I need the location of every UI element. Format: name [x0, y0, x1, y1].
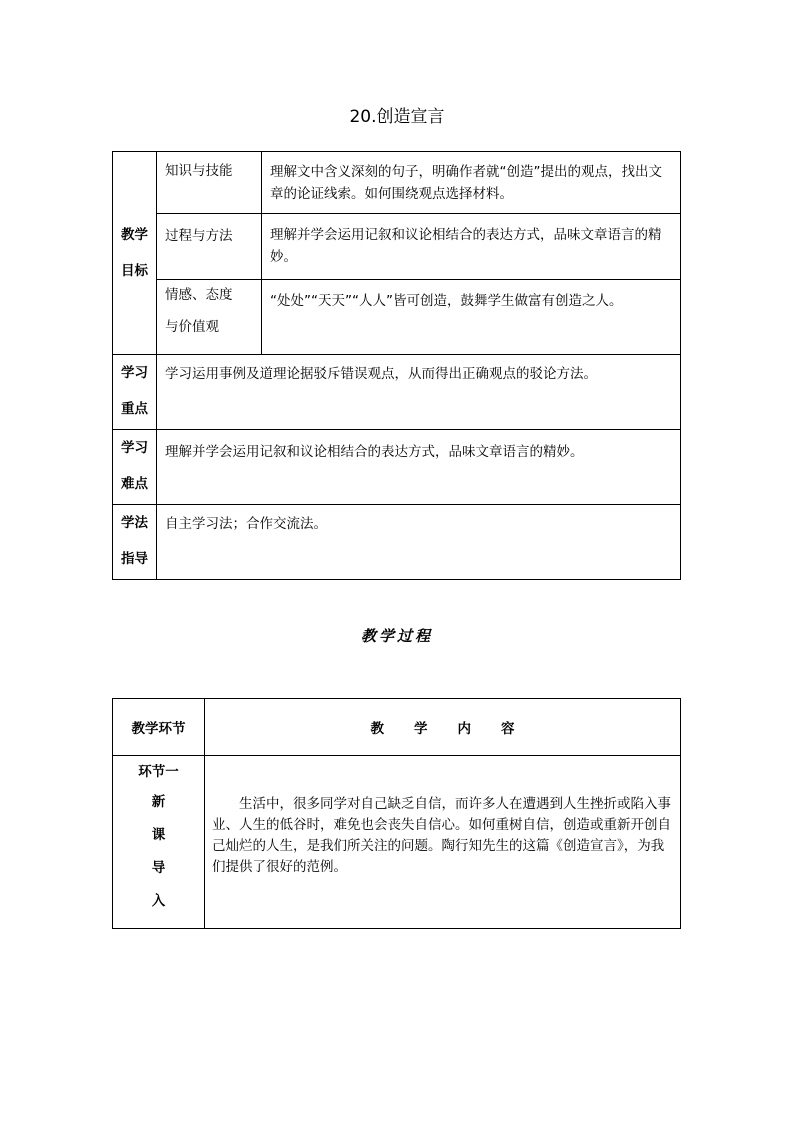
- objective-sub-emotion-line2: 与价值观: [165, 319, 219, 335]
- stage-char-2: 课: [151, 826, 166, 843]
- stage-char-3: 导: [151, 859, 166, 876]
- stage-char-1: 新: [151, 793, 166, 810]
- objectives-table: [112, 151, 681, 580]
- difficulty-label-line2: 难点: [121, 476, 148, 492]
- focus-label: [113, 355, 157, 430]
- difficulty-label-line1: 学习: [121, 440, 148, 456]
- method-label-line2: 指导: [121, 551, 148, 567]
- process-table: [112, 698, 681, 929]
- objectives-label-line1: 教学: [121, 227, 148, 243]
- method-label-line1: 学法: [121, 515, 148, 531]
- objectives-label: [113, 152, 157, 355]
- objective-sub-process: 过程与方法: [157, 214, 262, 280]
- difficulty-text: 理解并学会运用记叙和议论相结合的表达方式，品味文章语言的精妙。: [157, 430, 681, 505]
- objective-sub-emotion-line1: 情感、态度: [165, 287, 233, 303]
- objectives-label-line2: 目标: [121, 263, 148, 279]
- difficulty-label: [113, 430, 157, 505]
- process-col2-header: 教学内容: [205, 699, 681, 756]
- stage-content: 生活中，很多同学对自己缺乏自信，而许多人在遭遇到人生挫折或陷入事业、人生的低谷时，难免也会丧失自信心。如何重树自信，创造或重新开创自己灿烂的人生，是我们所关注的问题。陶行知先生的这篇《创造宣言》，为我们提供了很好的范例。: [205, 756, 681, 929]
- stage-char-4: 入: [151, 892, 166, 909]
- document-title: 20.创造宣言: [349, 107, 445, 127]
- objective-text-emotion: “处处”“天天”“人人”皆可创造，鼓舞学生做富有创造之人。: [262, 280, 681, 355]
- objective-text-process: 理解并学会运用记叙和议论相结合的表达方式，品味文章语言的精妙。: [262, 214, 681, 280]
- objective-sub-emotion: [157, 280, 262, 355]
- stage-name: 环节一: [138, 764, 179, 780]
- objective-text-knowledge: 理解文中含义深刻的句子，明确作者就“创造”提出的观点，找出文章的论证线索。如何围绕观点选择材料。: [262, 152, 681, 214]
- process-col1-header: 教学环节: [113, 699, 205, 756]
- process-heading: 教学过程: [360, 627, 433, 645]
- method-text: 自主学习法；合作交流法。: [157, 505, 681, 580]
- method-label: [113, 505, 157, 580]
- stage-cell: [113, 756, 205, 929]
- focus-label-line1: 学习: [121, 365, 148, 381]
- objective-sub-knowledge: 知识与技能: [157, 152, 262, 214]
- focus-text: 学习运用事例及道理论据驳斥错误观点，从而得出正确观点的驳论方法。: [157, 355, 681, 430]
- focus-label-line2: 重点: [121, 401, 148, 417]
